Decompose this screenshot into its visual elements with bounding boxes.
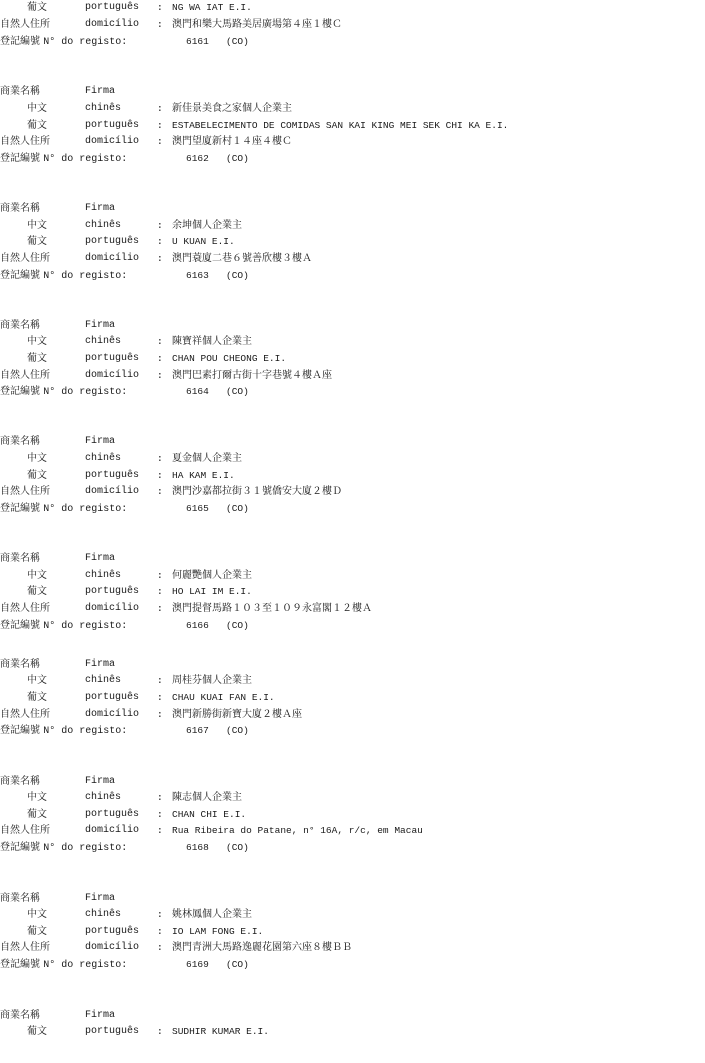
portuguese-name: SUDHIR KUMAR E.I. <box>172 1026 269 1037</box>
firm-label-pt: Firma <box>85 436 116 447</box>
portuguese-row <box>0 585 705 599</box>
registry-number: 6168 <box>186 842 209 853</box>
domicile-row <box>0 602 705 616</box>
registry-code: (CO) <box>226 36 249 47</box>
separator: : <box>157 370 163 381</box>
domicile-row <box>0 824 705 838</box>
registry-label-zh: 登記編號 <box>0 270 40 281</box>
registry-number: 6166 <box>186 620 209 631</box>
separator: : <box>157 586 163 597</box>
portuguese-label-zh: 葡文 <box>27 2 47 13</box>
separator: : <box>157 136 163 147</box>
domicile-label-pt: domicílio <box>85 709 140 720</box>
chinese-name: 余坤個人企業主 <box>172 220 242 231</box>
registry-label-zh: 登記編號 <box>0 959 40 970</box>
portuguese-label-zh: 葡文 <box>27 120 47 131</box>
registry-row <box>0 958 705 972</box>
registry-label-pt: N° do registo: <box>43 37 128 48</box>
chinese-name: 姚林鳳個人企業主 <box>172 909 252 920</box>
separator: : <box>157 942 163 953</box>
separator: : <box>157 486 163 497</box>
domicile-value: Rua Ribeira do Patane, n° 16A, r/c, em Macau <box>172 825 423 836</box>
domicile-value: 澳門沙嘉都拉街３１號僑安大廈２樓Ｄ <box>172 486 342 497</box>
separator: : <box>157 470 163 481</box>
registry-row <box>0 841 705 855</box>
chinese-label-pt: chinês <box>85 675 122 686</box>
registry-label-zh: 登記編號 <box>0 620 40 631</box>
domicile-label-zh: 自然人住所 <box>0 370 50 381</box>
chinese-name: 陳志個人企業主 <box>172 792 242 803</box>
portuguese-label-pt: português <box>85 1026 140 1037</box>
firm-header-row <box>0 775 705 789</box>
registry-label <box>0 619 127 634</box>
portuguese-name: IO LAM FONG E.I. <box>172 926 264 937</box>
chinese-row <box>0 452 705 466</box>
registry-code: (CO) <box>226 270 249 281</box>
portuguese-row <box>0 691 705 705</box>
chinese-label-pt: chinês <box>85 909 122 920</box>
separator: : <box>157 19 163 30</box>
registry-number: 6164 <box>186 386 209 397</box>
registry-code: (CO) <box>226 620 249 631</box>
domicile-row <box>0 708 705 722</box>
portuguese-name: U KUAN E.I. <box>172 236 235 247</box>
portuguese-name: CHAN CHI E.I. <box>172 809 247 820</box>
registry-label-pt: N° do registo: <box>43 960 128 971</box>
chinese-label-pt: chinês <box>85 103 122 114</box>
domicile-value: 澳門提督馬路１０３至１０９永富閣１２樓Ａ <box>172 603 372 614</box>
registry-label-pt: N° do registo: <box>43 621 128 632</box>
separator: : <box>157 1026 163 1037</box>
registry-number: 6165 <box>186 503 209 514</box>
firm-header-row <box>0 85 705 99</box>
registry-number: 6167 <box>186 725 209 736</box>
firm-label-pt: Firma <box>85 776 116 787</box>
domicile-label-pt: domicílio <box>85 136 140 147</box>
registry-label-zh: 登記編號 <box>0 386 40 397</box>
firm-header-row <box>0 658 705 672</box>
registry-row <box>0 35 705 49</box>
domicile-label-pt: domicílio <box>85 486 140 497</box>
chinese-label-zh: 中文 <box>27 675 47 686</box>
portuguese-row <box>0 1 705 15</box>
registry-label-pt: N° do registo: <box>43 271 128 282</box>
registry-code: (CO) <box>226 959 249 970</box>
domicile-label-pt: domicílio <box>85 19 140 30</box>
registry-row <box>0 619 705 633</box>
registry-label-pt: N° do registo: <box>43 387 128 398</box>
portuguese-label-zh: 葡文 <box>27 1026 47 1037</box>
domicile-row <box>0 18 705 32</box>
firm-label-zh: 商業名稱 <box>0 659 40 670</box>
registry-row <box>0 152 705 166</box>
separator: : <box>157 253 163 264</box>
portuguese-label-zh: 葡文 <box>27 586 47 597</box>
registry-number: 6163 <box>186 270 209 281</box>
portuguese-label-zh: 葡文 <box>27 353 47 364</box>
registry-number: 6169 <box>186 959 209 970</box>
chinese-name: 何麗艷個人企業主 <box>172 570 252 581</box>
registry-code: (CO) <box>226 503 249 514</box>
domicile-row <box>0 369 705 383</box>
firm-label-zh: 商業名稱 <box>0 86 40 97</box>
registry-label <box>0 35 127 50</box>
chinese-row <box>0 674 705 688</box>
chinese-row <box>0 791 705 805</box>
separator: : <box>157 336 163 347</box>
portuguese-name: NG WA IAT E.I. <box>172 2 252 13</box>
registry-label-zh: 登記編號 <box>0 503 40 514</box>
registry-row <box>0 269 705 283</box>
registry-label <box>0 724 127 739</box>
portuguese-row <box>0 1025 705 1039</box>
separator: : <box>157 2 163 13</box>
chinese-name: 陳寶祥個人企業主 <box>172 336 252 347</box>
portuguese-label-pt: português <box>85 586 140 597</box>
registry-label <box>0 841 127 856</box>
chinese-label-zh: 中文 <box>27 453 47 464</box>
firm-header-row <box>0 892 705 906</box>
domicile-label-zh: 自然人住所 <box>0 486 50 497</box>
portuguese-name: CHAU KUAI FAN E.I. <box>172 692 275 703</box>
chinese-name: 新佳景美食之家個人企業主 <box>172 103 292 114</box>
domicile-value: 澳門蓑廈二巷６號善欣樓３樓Ａ <box>172 253 312 264</box>
separator: : <box>157 603 163 614</box>
chinese-row <box>0 569 705 583</box>
portuguese-label-pt: português <box>85 926 140 937</box>
portuguese-label-pt: português <box>85 809 140 820</box>
chinese-label-zh: 中文 <box>27 792 47 803</box>
firm-label-zh: 商業名稱 <box>0 203 40 214</box>
portuguese-label-zh: 葡文 <box>27 692 47 703</box>
domicile-row <box>0 135 705 149</box>
portuguese-name: ESTABELECIMENTO DE COMIDAS SAN KAI KING MEI SEK CHI KA E.I. <box>172 120 509 131</box>
chinese-label-zh: 中文 <box>27 103 47 114</box>
portuguese-label-zh: 葡文 <box>27 236 47 247</box>
registry-label-zh: 登記編號 <box>0 725 40 736</box>
separator: : <box>157 353 163 364</box>
separator: : <box>157 453 163 464</box>
chinese-row <box>0 219 705 233</box>
chinese-label-pt: chinês <box>85 336 122 347</box>
registry-label-pt: N° do registo: <box>43 726 128 737</box>
separator: : <box>157 825 163 836</box>
portuguese-label-pt: português <box>85 470 140 481</box>
registry-label-pt: N° do registo: <box>43 504 128 515</box>
domicile-row <box>0 252 705 266</box>
firm-header-row <box>0 435 705 449</box>
portuguese-label-pt: português <box>85 120 140 131</box>
separator: : <box>157 909 163 920</box>
chinese-row <box>0 908 705 922</box>
firm-label-pt: Firma <box>85 203 116 214</box>
registry-label-zh: 登記編號 <box>0 842 40 853</box>
portuguese-row <box>0 119 705 133</box>
separator: : <box>157 926 163 937</box>
firm-label-pt: Firma <box>85 86 116 97</box>
firm-label-pt: Firma <box>85 659 116 670</box>
separator: : <box>157 675 163 686</box>
registry-row <box>0 385 705 399</box>
domicile-label-pt: domicílio <box>85 253 140 264</box>
domicile-label-pt: domicílio <box>85 942 140 953</box>
firm-header-row <box>0 1009 705 1023</box>
domicile-label-pt: domicílio <box>85 603 140 614</box>
chinese-label-zh: 中文 <box>27 220 47 231</box>
firm-label-pt: Firma <box>85 320 116 331</box>
chinese-label-pt: chinês <box>85 453 122 464</box>
domicile-label-zh: 自然人住所 <box>0 942 50 953</box>
registry-label <box>0 152 127 167</box>
registry-code: (CO) <box>226 725 249 736</box>
portuguese-row <box>0 808 705 822</box>
chinese-row <box>0 102 705 116</box>
domicile-label-pt: domicílio <box>85 825 140 836</box>
registry-label <box>0 958 127 973</box>
firm-label-zh: 商業名稱 <box>0 436 40 447</box>
firm-label-zh: 商業名稱 <box>0 1010 40 1021</box>
domicile-label-zh: 自然人住所 <box>0 136 50 147</box>
registry-label-zh: 登記編號 <box>0 36 40 47</box>
separator: : <box>157 692 163 703</box>
separator: : <box>157 236 163 247</box>
chinese-name: 周桂芬個人企業主 <box>172 675 252 686</box>
domicile-value: 澳門巴素打爾古街十字巷號４樓Ａ座 <box>172 370 332 381</box>
portuguese-name: HA KAM E.I. <box>172 470 235 481</box>
portuguese-label-zh: 葡文 <box>27 809 47 820</box>
registry-label-pt: N° do registo: <box>43 154 128 165</box>
portuguese-label-zh: 葡文 <box>27 926 47 937</box>
registry-label-pt: N° do registo: <box>43 843 128 854</box>
firm-label-pt: Firma <box>85 553 116 564</box>
domicile-label-zh: 自然人住所 <box>0 603 50 614</box>
registry-code: (CO) <box>226 386 249 397</box>
portuguese-name: CHAN POU CHEONG E.I. <box>172 353 287 364</box>
domicile-value: 澳門新勝街新寶大廈２樓Ａ座 <box>172 709 302 720</box>
chinese-label-pt: chinês <box>85 220 122 231</box>
registry-label <box>0 385 127 400</box>
registry-code: (CO) <box>226 842 249 853</box>
chinese-name: 夏金個人企業主 <box>172 453 242 464</box>
portuguese-label-pt: português <box>85 2 140 13</box>
registry-label <box>0 269 127 284</box>
registry-number: 6161 <box>186 36 209 47</box>
separator: : <box>157 570 163 581</box>
portuguese-name: HO LAI IM E.I. <box>172 586 252 597</box>
firm-header-row <box>0 319 705 333</box>
portuguese-label-pt: português <box>85 353 140 364</box>
registry-row <box>0 502 705 516</box>
firm-label-pt: Firma <box>85 1010 116 1021</box>
portuguese-row <box>0 469 705 483</box>
registry-label-zh: 登記編號 <box>0 153 40 164</box>
chinese-label-zh: 中文 <box>27 570 47 581</box>
firm-header-row <box>0 202 705 216</box>
portuguese-row <box>0 235 705 249</box>
separator: : <box>157 709 163 720</box>
domicile-label-zh: 自然人住所 <box>0 709 50 720</box>
registry-number: 6162 <box>186 153 209 164</box>
separator: : <box>157 809 163 820</box>
registry-code: (CO) <box>226 153 249 164</box>
chinese-label-pt: chinês <box>85 792 122 803</box>
chinese-label-pt: chinês <box>85 570 122 581</box>
firm-label-pt: Firma <box>85 893 116 904</box>
domicile-value: 澳門和樂大馬路美居廣場第４座１樓Ｃ <box>172 19 342 30</box>
separator: : <box>157 220 163 231</box>
chinese-label-zh: 中文 <box>27 909 47 920</box>
registry-row <box>0 724 705 738</box>
portuguese-row <box>0 925 705 939</box>
separator: : <box>157 120 163 131</box>
chinese-label-zh: 中文 <box>27 336 47 347</box>
domicile-row <box>0 485 705 499</box>
portuguese-row <box>0 352 705 366</box>
domicile-label-zh: 自然人住所 <box>0 253 50 264</box>
domicile-row <box>0 941 705 955</box>
domicile-value: 澳門青洲大馬路逸麗花園第六座８樓ＢＢ <box>172 942 352 953</box>
separator: : <box>157 103 163 114</box>
separator: : <box>157 792 163 803</box>
portuguese-label-pt: português <box>85 692 140 703</box>
firm-label-zh: 商業名稱 <box>0 320 40 331</box>
firm-label-zh: 商業名稱 <box>0 776 40 787</box>
registry-label <box>0 502 127 517</box>
firm-label-zh: 商業名稱 <box>0 893 40 904</box>
firm-header-row <box>0 552 705 566</box>
firm-label-zh: 商業名稱 <box>0 553 40 564</box>
domicile-value: 澳門望廈新村１４座４樓Ｃ <box>172 136 292 147</box>
portuguese-label-zh: 葡文 <box>27 470 47 481</box>
domicile-label-zh: 自然人住所 <box>0 19 50 30</box>
domicile-label-pt: domicílio <box>85 370 140 381</box>
domicile-label-zh: 自然人住所 <box>0 825 50 836</box>
chinese-row <box>0 335 705 349</box>
portuguese-label-pt: português <box>85 236 140 247</box>
